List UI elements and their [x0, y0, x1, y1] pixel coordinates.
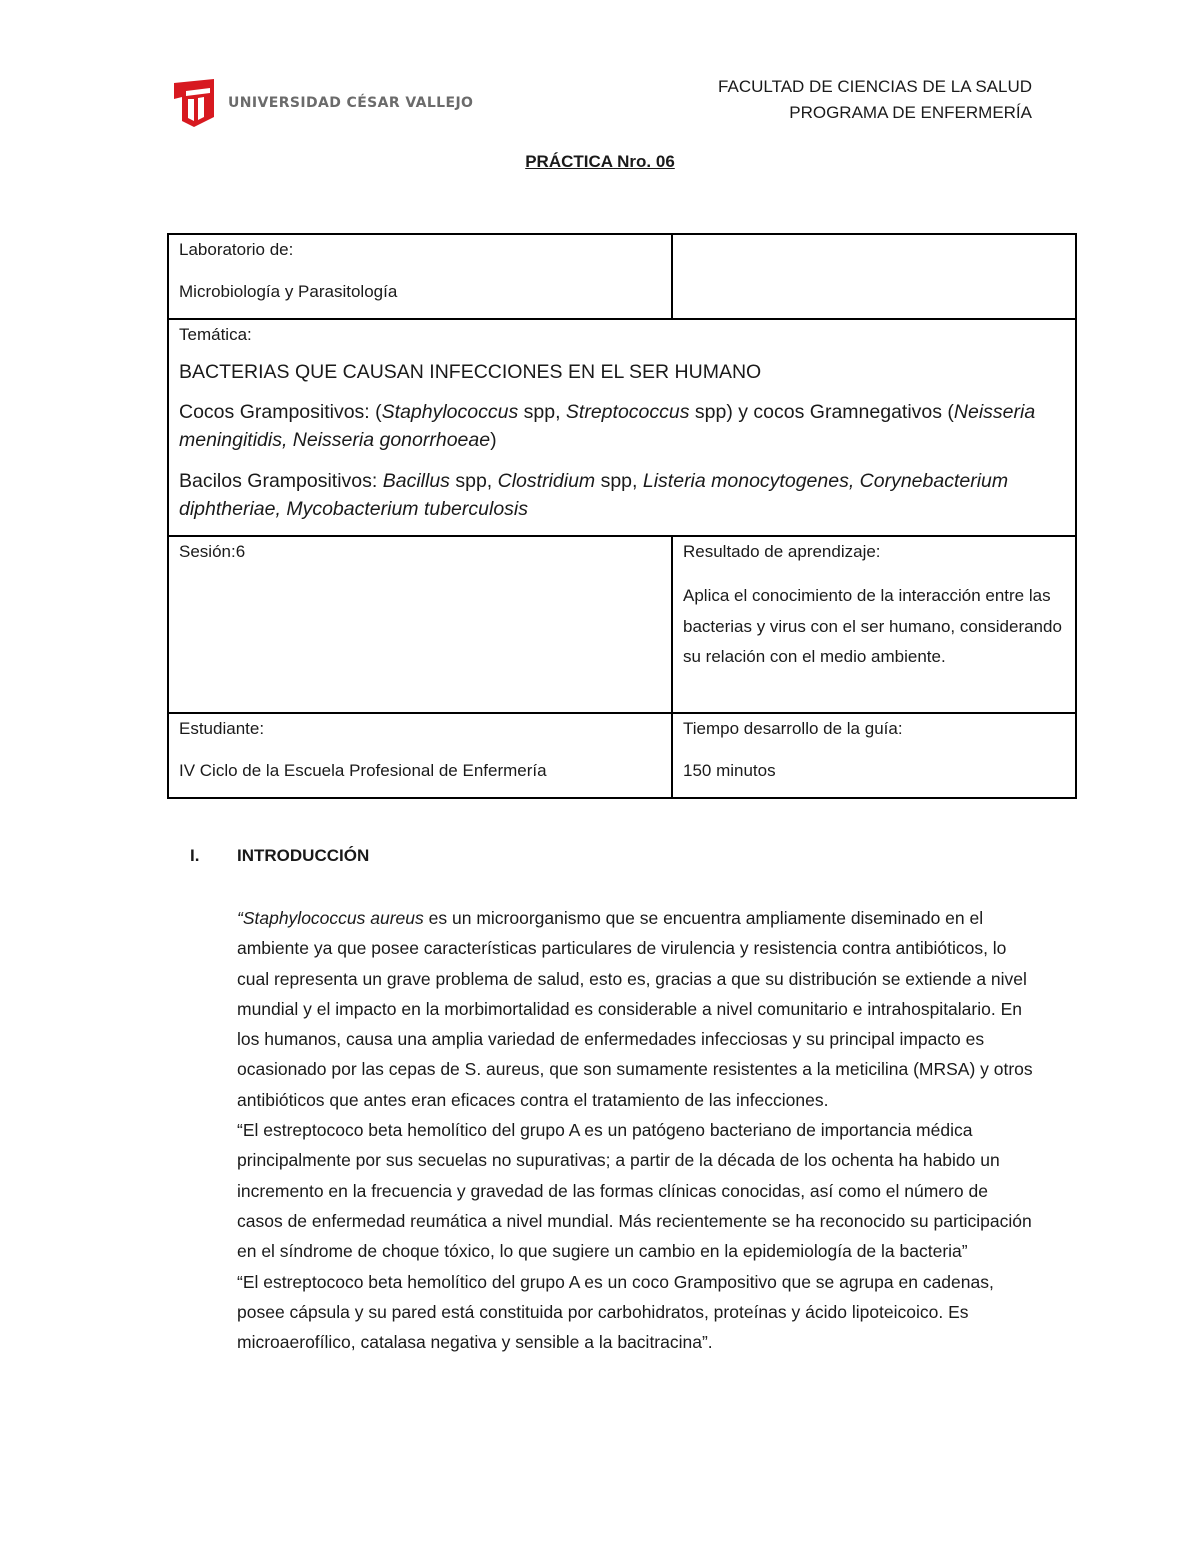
intro-body — [237, 903, 1037, 1357]
sesion-label: Sesión:6 — [179, 542, 246, 561]
info-table — [167, 233, 1077, 799]
estudiante-cell — [168, 713, 672, 798]
intro-paragraph-2: “El estreptococo beta hemolítico del grupo A es un patógeno bacteriano de importancia médica principalmente por sus secuelas no supurativas; a partir de la década de los ochenta ha habido un incremento en la frecuencia y gravedad de las formas clínicas conocidas, así como el número de casos de enfermedad reumática a nivel mundial. Más recientemente se ha reconocido su participación en el síndrome de choque tóxico, lo que sugiere un cambio en la epidemiología de la bacteria” — [237, 1120, 1032, 1262]
practice-title: PRÁCTICA Nro. 06 — [525, 152, 675, 171]
resultado-cell — [672, 536, 1076, 713]
sesion-cell — [168, 536, 672, 713]
lab-value: Microbiología y Parasitología — [179, 282, 398, 301]
section-number: I. — [190, 846, 200, 865]
section-title: INTRODUCCIÓN — [237, 846, 370, 865]
tiempo-value: 150 minutos — [683, 761, 776, 780]
empty-cell — [672, 234, 1076, 319]
logo-text: UNIVERSIDAD CÉSAR VALLEJO — [228, 95, 474, 111]
bacilos-text: Bacilos Grampositivos: Bacillus spp, Clostridium spp, Listeria monocytogenes, Corynebacterium diphtheriae, Mycobacterium tuberculosis — [179, 470, 1009, 520]
tematica-title: BACTERIAS QUE CAUSAN INFECCIONES EN EL SER HUMANO — [179, 361, 762, 383]
intro-paragraph-3: “El estreptococo beta hemolítico del grupo A es un coco Grampositivo que se agrupa en cadenas, posee cápsula y su pared está constituida por carbohidratos, proteínas y ácido lipoteicoico. Es microaerofílico, catalasa negativa y sensible a la bacitracina”. — [237, 1271, 994, 1353]
estudiante-label: Estudiante: — [179, 719, 265, 738]
university-logo — [172, 77, 473, 129]
tematica-cell — [168, 319, 1076, 536]
ucv-shield-icon — [172, 77, 216, 129]
lab-cell — [168, 234, 672, 319]
cocos-text: Cocos Grampositivos: (Staphylococcus spp, Streptococcus spp) y cocos Gramnegativos (Neisseria meningitidis, Neisseria gonorrhoeae) — [179, 401, 1036, 451]
tiempo-cell — [672, 713, 1076, 798]
resultado-label: Resultado de aprendizaje: — [683, 542, 881, 561]
program-name: PROGRAMA DE ENFERMERÍA — [789, 103, 1032, 122]
tematica-label: Temática: — [179, 325, 252, 344]
section-heading — [190, 846, 369, 866]
tiempo-label: Tiempo desarrollo de la guía: — [683, 719, 903, 738]
estudiante-value: IV Ciclo de la Escuela Profesional de Enfermería — [179, 761, 547, 780]
lab-label: Laboratorio de: — [179, 240, 294, 259]
header-right — [718, 74, 1032, 126]
intro-paragraph-1: “Staphylococcus aureus es un microorganismo que se encuentra ampliamente diseminado en el ambiente ya que posee características particulares de virulencia y resistencia contra antibióticos, lo cual representa un grave problema de salud, esto es, gracias a que su distribución se extiende a nivel mundial y el impacto en la morbimortalidad es considerable a nivel comunitario e intrahospitalario. En los humanos, causa una amplia variedad de enfermedades infecciosas y su principal impacto es ocasionado por las cepas de S. aureus, que son sumamente resistentes a la meticilina (MRSA) y otros antibióticos que antes eran eficaces contra el tratamiento de las infecciones. — [237, 908, 1033, 1110]
faculty-name: FACULTAD DE CIENCIAS DE LA SALUD — [718, 77, 1032, 96]
resultado-text: Aplica el conocimiento de la interacción entre las bacterias y virus con el ser humano, considerando su relación con el medio ambiente. — [683, 586, 1062, 666]
